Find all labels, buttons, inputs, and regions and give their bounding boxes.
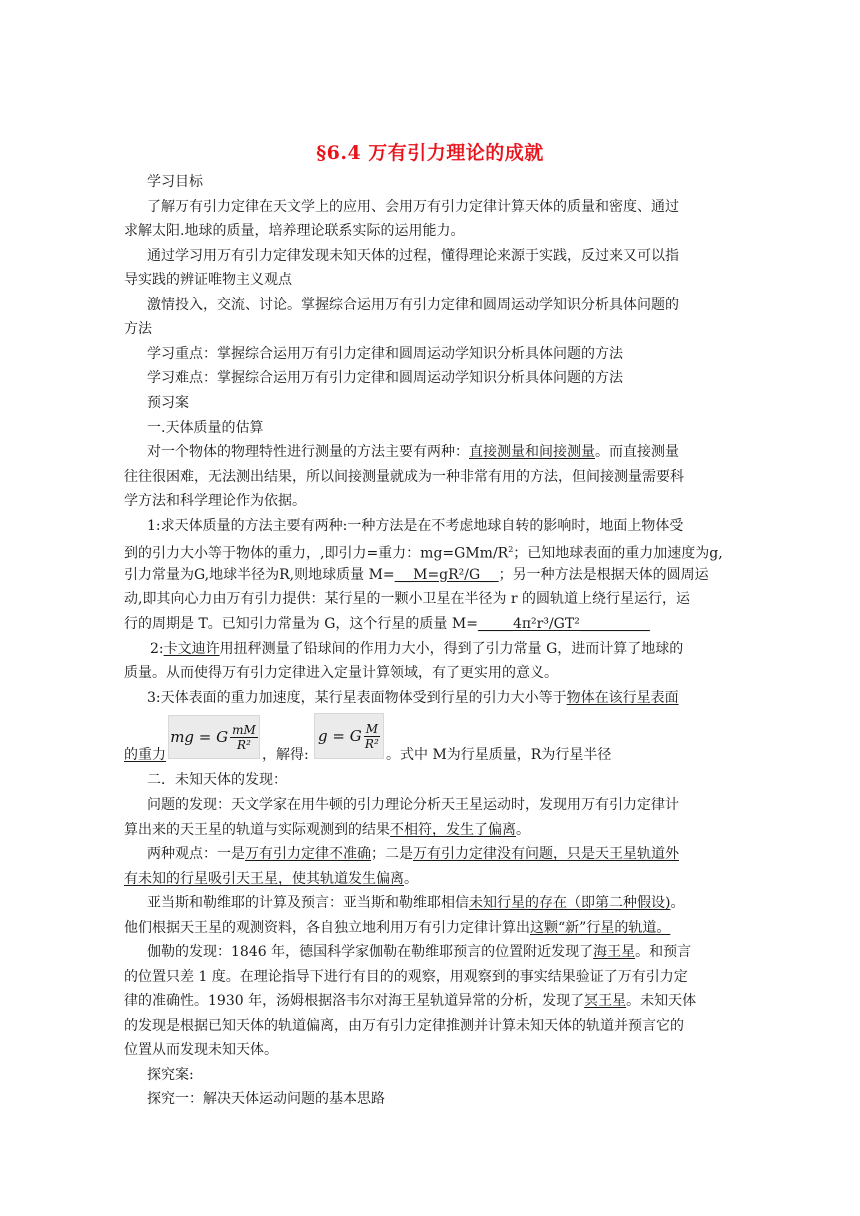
answer-underline: 物体在该行星表面 <box>566 690 679 706</box>
paragraph-line: 了解万有引力定律在天文学上的应用、会用万有引力定律计算天体的质量和密度、通过 <box>147 199 679 215</box>
paragraph-line: 往往很困难，无法测出结果，所以间接测量就成为一种非常有用的方法，但间接测量需要科 <box>124 469 684 485</box>
section-heading-goals: 学习目标 <box>147 174 203 190</box>
answer-underline: 这颗“新”行星的轨道。 <box>530 920 671 936</box>
paragraph-line: 对一个物体的物理特性进行测量的方法主要有两种：直接测量和间接测量。而直接测量 <box>147 444 679 460</box>
section-heading-preview: 预习案 <box>147 395 189 411</box>
subsection-heading: 探究一：解决天体运动问题的基本思路 <box>147 1091 385 1107</box>
paragraph-line: 有未知的行星吸引天王星，使其轨道发生偏离。 <box>124 871 418 887</box>
paragraph-line: ，解得: <box>262 747 309 763</box>
paragraph-line: 到的引力大小等于物体的重力，,即引力=重力：$mg=GMm/R^2$；已知地球表面的重力加速度为g, <box>124 545 723 562</box>
paragraph-line: 的位置只差 1 度。在理论指导下进行有目的的观察，用观察到的事实结果验证了万有引力定 <box>124 969 688 985</box>
paragraph-line: 问题的发现：天文学家在用牛顿的引力理论分析天王星运动时，发现用万有引力定律计 <box>147 797 679 813</box>
gravity-acceleration-formula-image: g = G $\frac{M}{\text{R²}}$ <box>314 713 384 759</box>
answer-underline: 未知行星的存在（即第二种假设) <box>469 895 671 911</box>
paragraph-line <box>124 745 166 765</box>
paragraph-line: 导实践的辨证唯物主义观点 <box>124 272 292 288</box>
answer-underline: _____4π²r³/GT²__________ <box>477 616 650 632</box>
answer-underline: __M=gR²/G__ <box>394 567 499 583</box>
answer-underline: 有未知的行星吸引天王星，使其轨道发生偏离 <box>124 871 404 887</box>
paragraph-line: 的发现是根据已知天体的轨道偏离，由万有引力定律推测并计算未知天体的轨道并预言它的 <box>124 1018 684 1034</box>
paragraph-line: 亚当斯和勒维耶的计算及预言：亚当斯和勒维耶相信未知行星的存在（即第二种假设)。 <box>147 895 685 911</box>
paragraph-line: 求解太阳.地球的质量，培养理论联系实际的运用能力。 <box>124 223 465 239</box>
paragraph-line: 引力常量为G,地球半径为R,则地球质量 M= __M=gR²/G__ ；另一种方法是根据天体的圆周运 <box>124 567 709 583</box>
answer-underline: 万有引力定律不准确 <box>245 846 371 862</box>
paragraph-line: 行的周期是 T。已知引力常量为 G，这个行星的质量 M=_____4π²r³/GT²__________ <box>124 616 650 632</box>
answer-underline: 不相符，发生了偏离 <box>390 822 516 838</box>
paragraph-line: 律的准确性。1930 年，汤姆根据洛韦尔对海王星轨道异常的分析，发现了冥王星。未知天体 <box>124 993 697 1009</box>
key-point-line: 学习重点：掌握综合运用万有引力定律和圆周运动学知识分析具体问题的方法 <box>147 346 623 362</box>
paragraph-line: 两种观点：一是万有引力定律不准确；二是万有引力定律没有问题，只是天王星轨道外 <box>147 846 679 862</box>
gravity-formula-image: mg = G $\frac{mM}{\text{R²}}$ <box>168 715 260 759</box>
paragraph-line: 动,即其向心力由万有引力提供：某行星的一颗小卫星在半径为 r 的圆轨道上绕行星运行，运 <box>124 591 691 607</box>
difficulty-line: 学习难点：掌握综合运用万有引力定律和圆周运动学知识分析具体问题的方法 <box>147 370 623 386</box>
paragraph-line: 2:卡文迪许用扭秤测量了铅球间的作用力大小，得到了引力常量 G，进而计算了地球的 <box>150 641 684 657</box>
paragraph-line: 他们根据天王星的观测资料，各自独立地利用万有引力定律计算出这颗“新”行星的轨道。 <box>124 920 671 936</box>
page-title: §6.4 万有引力理论的成就 <box>316 142 544 164</box>
paragraph-line: 质量。从而使得万有引力定律进入定量计算领域，有了更实用的意义。 <box>124 665 558 681</box>
subsection-heading: 二．未知天体的发现： <box>147 772 287 788</box>
paragraph-line: 通过学习用万有引力定律发现未知天体的过程，懂得理论来源于实践，反过来又可以指 <box>147 248 679 264</box>
answer-underline: 卡文迪许 <box>163 641 220 657</box>
section-heading-exploration: 探究案: <box>147 1067 194 1083</box>
paragraph-line: 算出来的天王星的轨道与实际观测到的结果不相符，发生了偏离。 <box>124 822 530 838</box>
paragraph-line: 伽勒的发现：1846 年，德国科学家伽勒在勒维耶预言的位置附近发现了海王星。和预言 <box>147 944 692 960</box>
answer-underline: 冥王星 <box>584 993 627 1009</box>
answer-underline: 直接测量和间接测量 <box>469 444 595 460</box>
paragraph-line: 。式中 M为行星质量，R为行星半径 <box>386 747 612 763</box>
answer-underline: 的重力 <box>124 747 166 763</box>
answer-underline: 海王星 <box>593 944 636 960</box>
paragraph-line: 学方法和科学理论作为依据。 <box>124 493 306 509</box>
paragraph-line: 1:求天体质量的方法主要有两种:一种方法是在不考虑地球自转的影响时，地面上物体受 <box>147 518 684 534</box>
paragraph-line: 3:天体表面的重力加速度，某行星表面物体受到行星的引力大小等于物体在该行星表面 <box>147 690 679 706</box>
subsection-heading: 一.天体质量的估算 <box>147 420 264 436</box>
answer-underline: 万有引力定律没有问题，只是天王星轨道外 <box>413 846 679 862</box>
paragraph-line: 激情投入，交流、讨论。掌握综合运用万有引力定律和圆周运动学知识分析具体问题的 <box>147 297 679 313</box>
paragraph-line: 方法 <box>124 321 152 337</box>
paragraph-line: 位置从而发现未知天体。 <box>124 1042 278 1058</box>
